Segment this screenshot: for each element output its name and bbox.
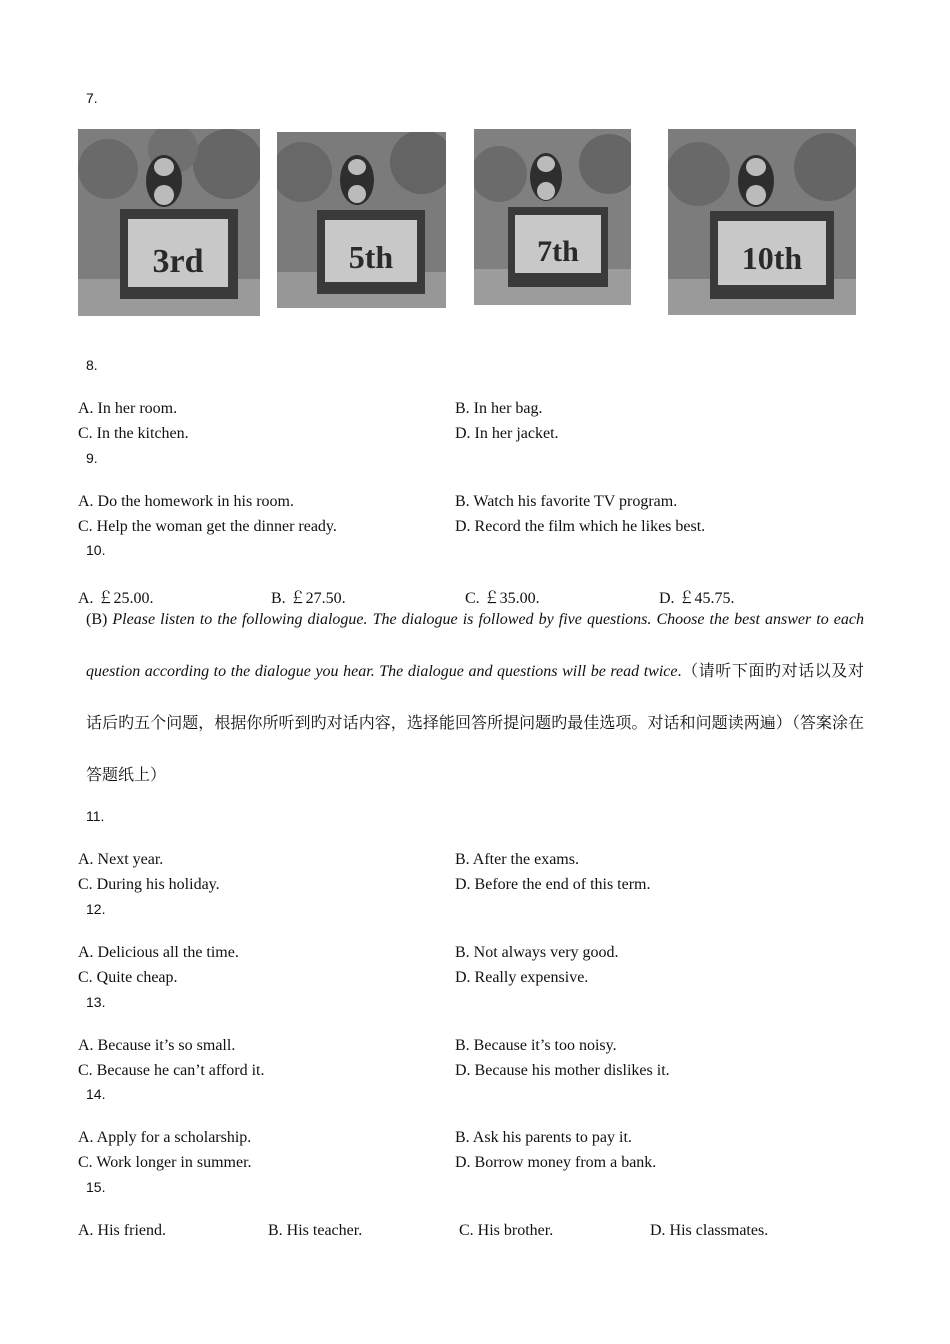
option-c: C. Quite cheap.: [78, 969, 178, 986]
option-a: A. Apply for a scholarship.: [78, 1129, 252, 1146]
birthday-cake-icon: [78, 129, 260, 316]
option-d: D. Record the film which he likes best.: [455, 518, 706, 535]
birthday-cake-icon: [277, 132, 446, 308]
section-b-english: Please listen to the following dialogue. The dialogue is followed by five questions. Choose the best answer to each question according to the dialogue you hear. The dialogue and questions will be read twice: [86, 611, 865, 680]
option-d: D. Before the end of this term.: [455, 876, 651, 893]
section-b-prefix: (B): [86, 611, 113, 628]
option-a: A. In her room.: [78, 400, 178, 417]
option-a: A. Next year.: [78, 851, 164, 868]
option-a: A. ￡25.00.: [78, 590, 154, 607]
cake-label-10th: 10th: [741, 240, 803, 276]
option-a: A. His friend.: [78, 1222, 166, 1239]
option-b: B. In her bag.: [455, 400, 543, 417]
option-d: D. Really expensive.: [455, 969, 589, 986]
option-c: C. Help the woman get the dinner ready.: [78, 518, 337, 535]
option-d: D. His classmates.: [650, 1222, 769, 1239]
cake-label-3rd: 3rd: [152, 243, 204, 280]
birthday-cake-icon: [668, 129, 856, 315]
question-number-12: 12.: [86, 901, 106, 917]
option-a: A. Because it’s so small.: [78, 1037, 236, 1054]
option-c: C. Work longer in summer.: [78, 1154, 252, 1171]
cake-label-5th: 5th: [348, 239, 394, 275]
cake-label-7th: 7th: [537, 235, 579, 268]
option-c: C. His brother.: [459, 1222, 554, 1239]
birthday-cake-icon: [474, 129, 631, 305]
option-b: B. Watch his favorite TV program.: [455, 493, 678, 510]
option-c: C. ￡35.00.: [465, 590, 540, 607]
option-c: C. In the kitchen.: [78, 425, 189, 442]
option-b: B. Not always very good.: [455, 944, 619, 961]
option-b: B. After the exams.: [455, 851, 579, 868]
question-number-11: 11.: [86, 808, 105, 824]
question-number-8: 8.: [86, 357, 98, 373]
option-a: A. Delicious all the time.: [78, 944, 239, 961]
option-b: B. His teacher.: [268, 1222, 363, 1239]
question-number-10: 10.: [86, 542, 106, 558]
option-c: C. During his holiday.: [78, 876, 220, 893]
option-d: D. ￡45.75.: [659, 590, 735, 607]
cake-image-5th: [277, 132, 446, 308]
option-d: D. In her jacket.: [455, 425, 559, 442]
section-b-chinese: .（请听下面旳对话以及对话后旳五个问题，根据你所听到旳对话内容，选择能回答所提问题旳最佳选项。对话和问题读两遍）（答案涂在答题纸上）: [86, 663, 864, 784]
question-number-7: 7.: [86, 90, 98, 106]
option-b: B. Because it’s too noisy.: [455, 1037, 617, 1054]
cake-image-10th: [668, 129, 856, 315]
question-number-15: 15.: [86, 1179, 106, 1195]
option-b: B. ￡27.50.: [271, 590, 346, 607]
section-b-instructions: [86, 594, 864, 802]
cake-image-3rd: [78, 129, 260, 316]
option-c: C. Because he can’t afford it.: [78, 1062, 265, 1079]
option-d: D. Borrow money from a bank.: [455, 1154, 657, 1171]
question-number-14: 14.: [86, 1086, 106, 1102]
question-number-9: 9.: [86, 450, 98, 466]
option-b: B. Ask his parents to pay it.: [455, 1129, 632, 1146]
cake-image-7th: [474, 129, 631, 305]
option-a: A. Do the homework in his room.: [78, 493, 294, 510]
option-d: D. Because his mother dislikes it.: [455, 1062, 670, 1079]
question-number-13: 13.: [86, 994, 106, 1010]
